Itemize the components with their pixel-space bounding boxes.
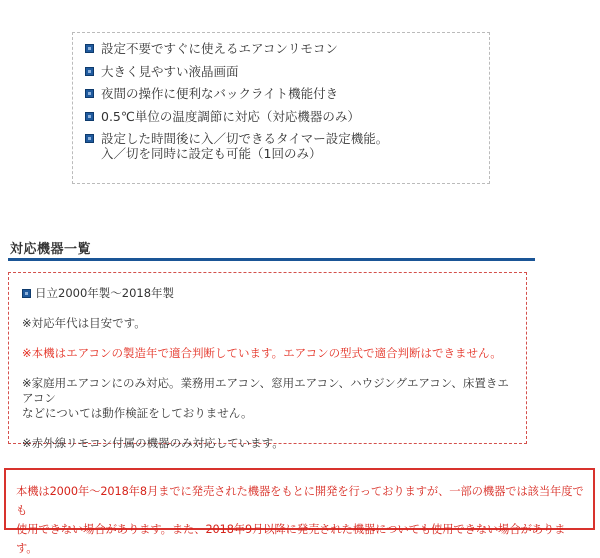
feature-item [85,131,479,161]
bullet-square-icon [85,112,94,121]
feature-text: 設定した時間後に入／切できるタイマー設定機能。 [101,131,389,146]
section-divider [8,258,535,261]
bullet-square-icon [85,89,94,98]
feature-item [85,41,479,56]
compatible-model [22,286,514,301]
notice-line1: 本機は2000年〜2018年8月までに発売された機器をもとに開発を行っておりますが、一部の機器では該当年度でも [16,485,584,517]
bullet-square-icon [85,134,94,143]
bullet-square-icon [22,289,31,298]
notice-line2: 使用できない場合があります。また、2018年9月以降に発売された機器についても使用できない場合があります。 [16,523,566,555]
feature-item [85,109,479,124]
note-home-use [22,376,514,421]
compatibility-box [8,272,527,450]
feature-text: 夜間の操作に便利なバックライト機能付き [101,86,339,101]
note-model-warning: ※本機はエアコンの製造年で適合判断しています。エアコンの型式で適合判断はできません。 [22,346,502,360]
feature-text: 大きく見やすい液晶画面 [101,63,239,79]
feature-text: 設定不要ですぐに使えるエアコンリモコン [101,41,338,56]
note-home-use-line1: ※家庭用エアコンにのみ対応。業務用エアコン、窓用エアコン、ハウジングエアコン、床置きエアコン [22,376,509,405]
feature-item [85,64,479,79]
warning-notice [4,468,595,555]
bullet-square-icon [85,44,94,53]
note-infrared: ※赤外線リモコン付属の機器のみ対応しています。 [22,436,284,450]
bullet-square-icon [85,67,94,76]
section-title: 対応機器一覧 [10,242,92,257]
feature-text-continued: 入／切を同時に設定も可能（1回のみ） [101,146,322,161]
compatible-model-text: 日立2000年製〜2018年製 [35,286,175,300]
feature-item [85,86,479,101]
feature-list [72,32,490,184]
feature-text: 0.5℃単位の温度調節に対応（対応機器のみ） [101,108,360,124]
note-home-use-line2: などについては動作検証をしておりません。 [22,406,253,420]
note-year: ※対応年代は目安です。 [22,316,146,330]
